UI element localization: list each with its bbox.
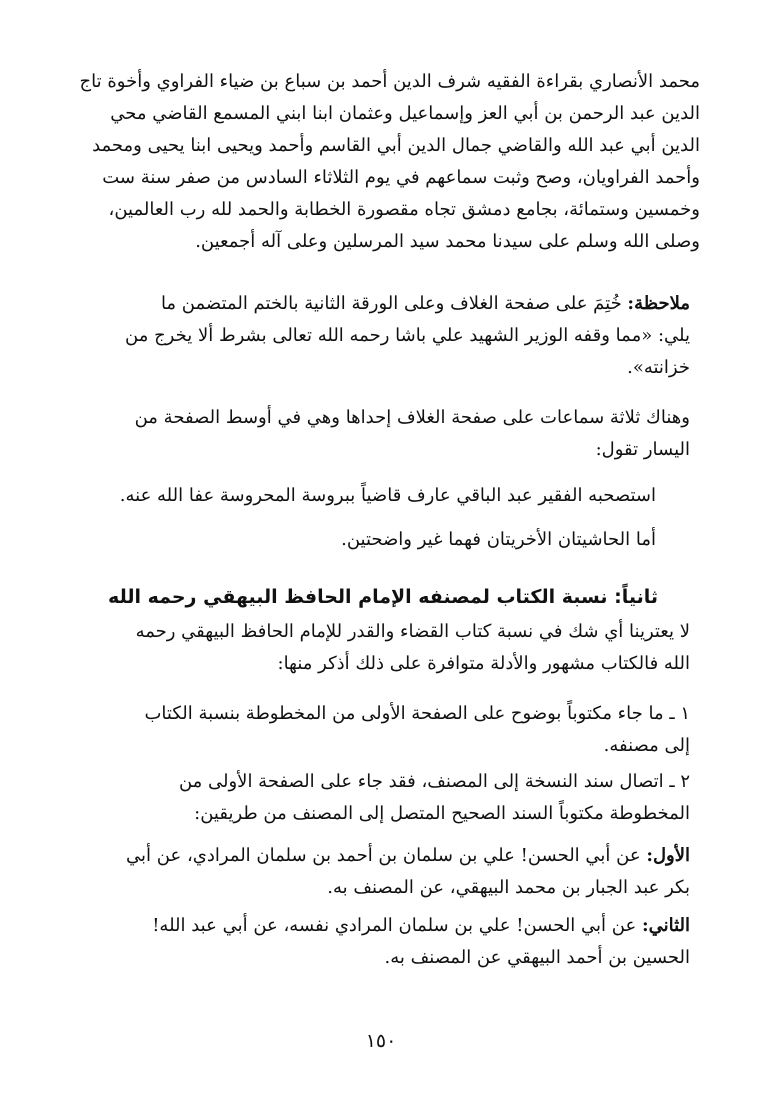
chain-first — [60, 840, 690, 904]
first-label: الأول: — [646, 845, 690, 866]
paragraph-attribution — [60, 616, 690, 680]
text-line: الدين عبد الرحمن بن أبي العز وإسماعيل وعثمان ابنا ابني المسمع القاضي محي — [110, 103, 700, 124]
paragraph-three-samaat — [60, 402, 690, 466]
text-line: خزانته». — [627, 357, 690, 378]
note-text: خُتِمَ على صفحة الغلاف وعلى الورقة الثانية بالختم المتضمن ما — [160, 293, 628, 314]
section-heading: ثانياً: نسبة الكتاب لمصنفه الإمام الحافظ البيهقي رحمه الله — [108, 586, 658, 608]
text-line: الدين أبي عبد الله والقاضي جمال الدين أبي القاسم وأحمد ويحيى ابنا يحيى ومحمد — [92, 135, 700, 156]
chain-second — [60, 910, 690, 974]
page-number: ١٥٠ — [365, 1030, 397, 1052]
text-line: استصحبه الفقير عبد الباقي عارف قاضياً ببروسة المحروسة عفا الله عنه. — [119, 485, 656, 506]
text-line: وهناك ثلاثة سماعات على صفحة الغلاف إحداها وهي في أوسط الصفحة من — [134, 407, 690, 428]
text-line: إلى مصنفه. — [603, 735, 690, 756]
text-line: الحسين بن أحمد البيهقي عن المصنف به. — [384, 947, 690, 968]
text-line: بكر عبد الجبار بن محمد البيهقي، عن المصنف به. — [327, 877, 690, 898]
text-line: ١ ـ ما جاء مكتوباً بوضوح على الصفحة الأولى من المخطوطة بنسبة الكتاب — [144, 703, 690, 724]
text-line: لا يعترينا أي شك في نسبة كتاب القضاء والقدر للإمام الحافظ البيهقي رحمه — [135, 621, 690, 642]
second-label: الثاني: — [641, 915, 690, 936]
list-item-evidence-2 — [60, 766, 690, 830]
quoted-samaa — [60, 480, 656, 512]
text-line: الله فالكتاب مشهور والأدلة متوافرة على ذلك أذكر منها: — [277, 653, 690, 674]
text-line: أما الحاشيتان الأخريتان فهما غير واضحتين. — [341, 529, 656, 550]
text-line — [60, 840, 690, 872]
text-line: وخمسين وستمائة، بجامع دمشق تجاه مقصورة الخطابة والحمد لله رب العالمين، — [108, 199, 700, 220]
note-label: ملاحظة: — [627, 293, 690, 314]
text-line: المخطوطة مكتوباً السند الصحيح المتصل إلى المصنف من طريقين: — [194, 803, 690, 824]
text-line — [60, 910, 690, 942]
paragraph-note — [60, 288, 690, 384]
text-line: وأحمد الفراويان، وصح وثبت سماعهم في يوم الثلاثاء السادس من صفر سنة ست — [102, 167, 700, 188]
other-margins-note — [60, 524, 656, 556]
text-line: محمد الأنصاري بقراءة الفقيه شرف الدين أحمد بن سباع بن ضياء الفراوي وأخوة تاج — [79, 71, 700, 92]
second-chain-text: عن أبي الحسن! علي بن سلمان المرادي نفسه، عن أبي عبد الله! — [152, 915, 642, 936]
paragraph-samaa-record — [70, 66, 700, 258]
first-chain-text: عن أبي الحسن! علي بن سلمان بن أحمد بن سلمان المرادي، عن أبي — [126, 845, 647, 866]
text-line: يلي: «مما وقفه الوزير الشهيد علي باشا رحمه الله تعالى بشرط ألا يخرج من — [125, 325, 690, 346]
text-line — [60, 288, 690, 320]
text-line: اليسار تقول: — [595, 439, 690, 460]
list-item-evidence-1 — [60, 698, 690, 762]
text-line: ٢ ـ اتصال سند النسخة إلى المصنف، فقد جاء على الصفحة الأولى من — [178, 771, 690, 792]
text-line: وصلى الله وسلم على سيدنا محمد سيد المرسلين وعلى آله أجمعين. — [195, 231, 700, 252]
